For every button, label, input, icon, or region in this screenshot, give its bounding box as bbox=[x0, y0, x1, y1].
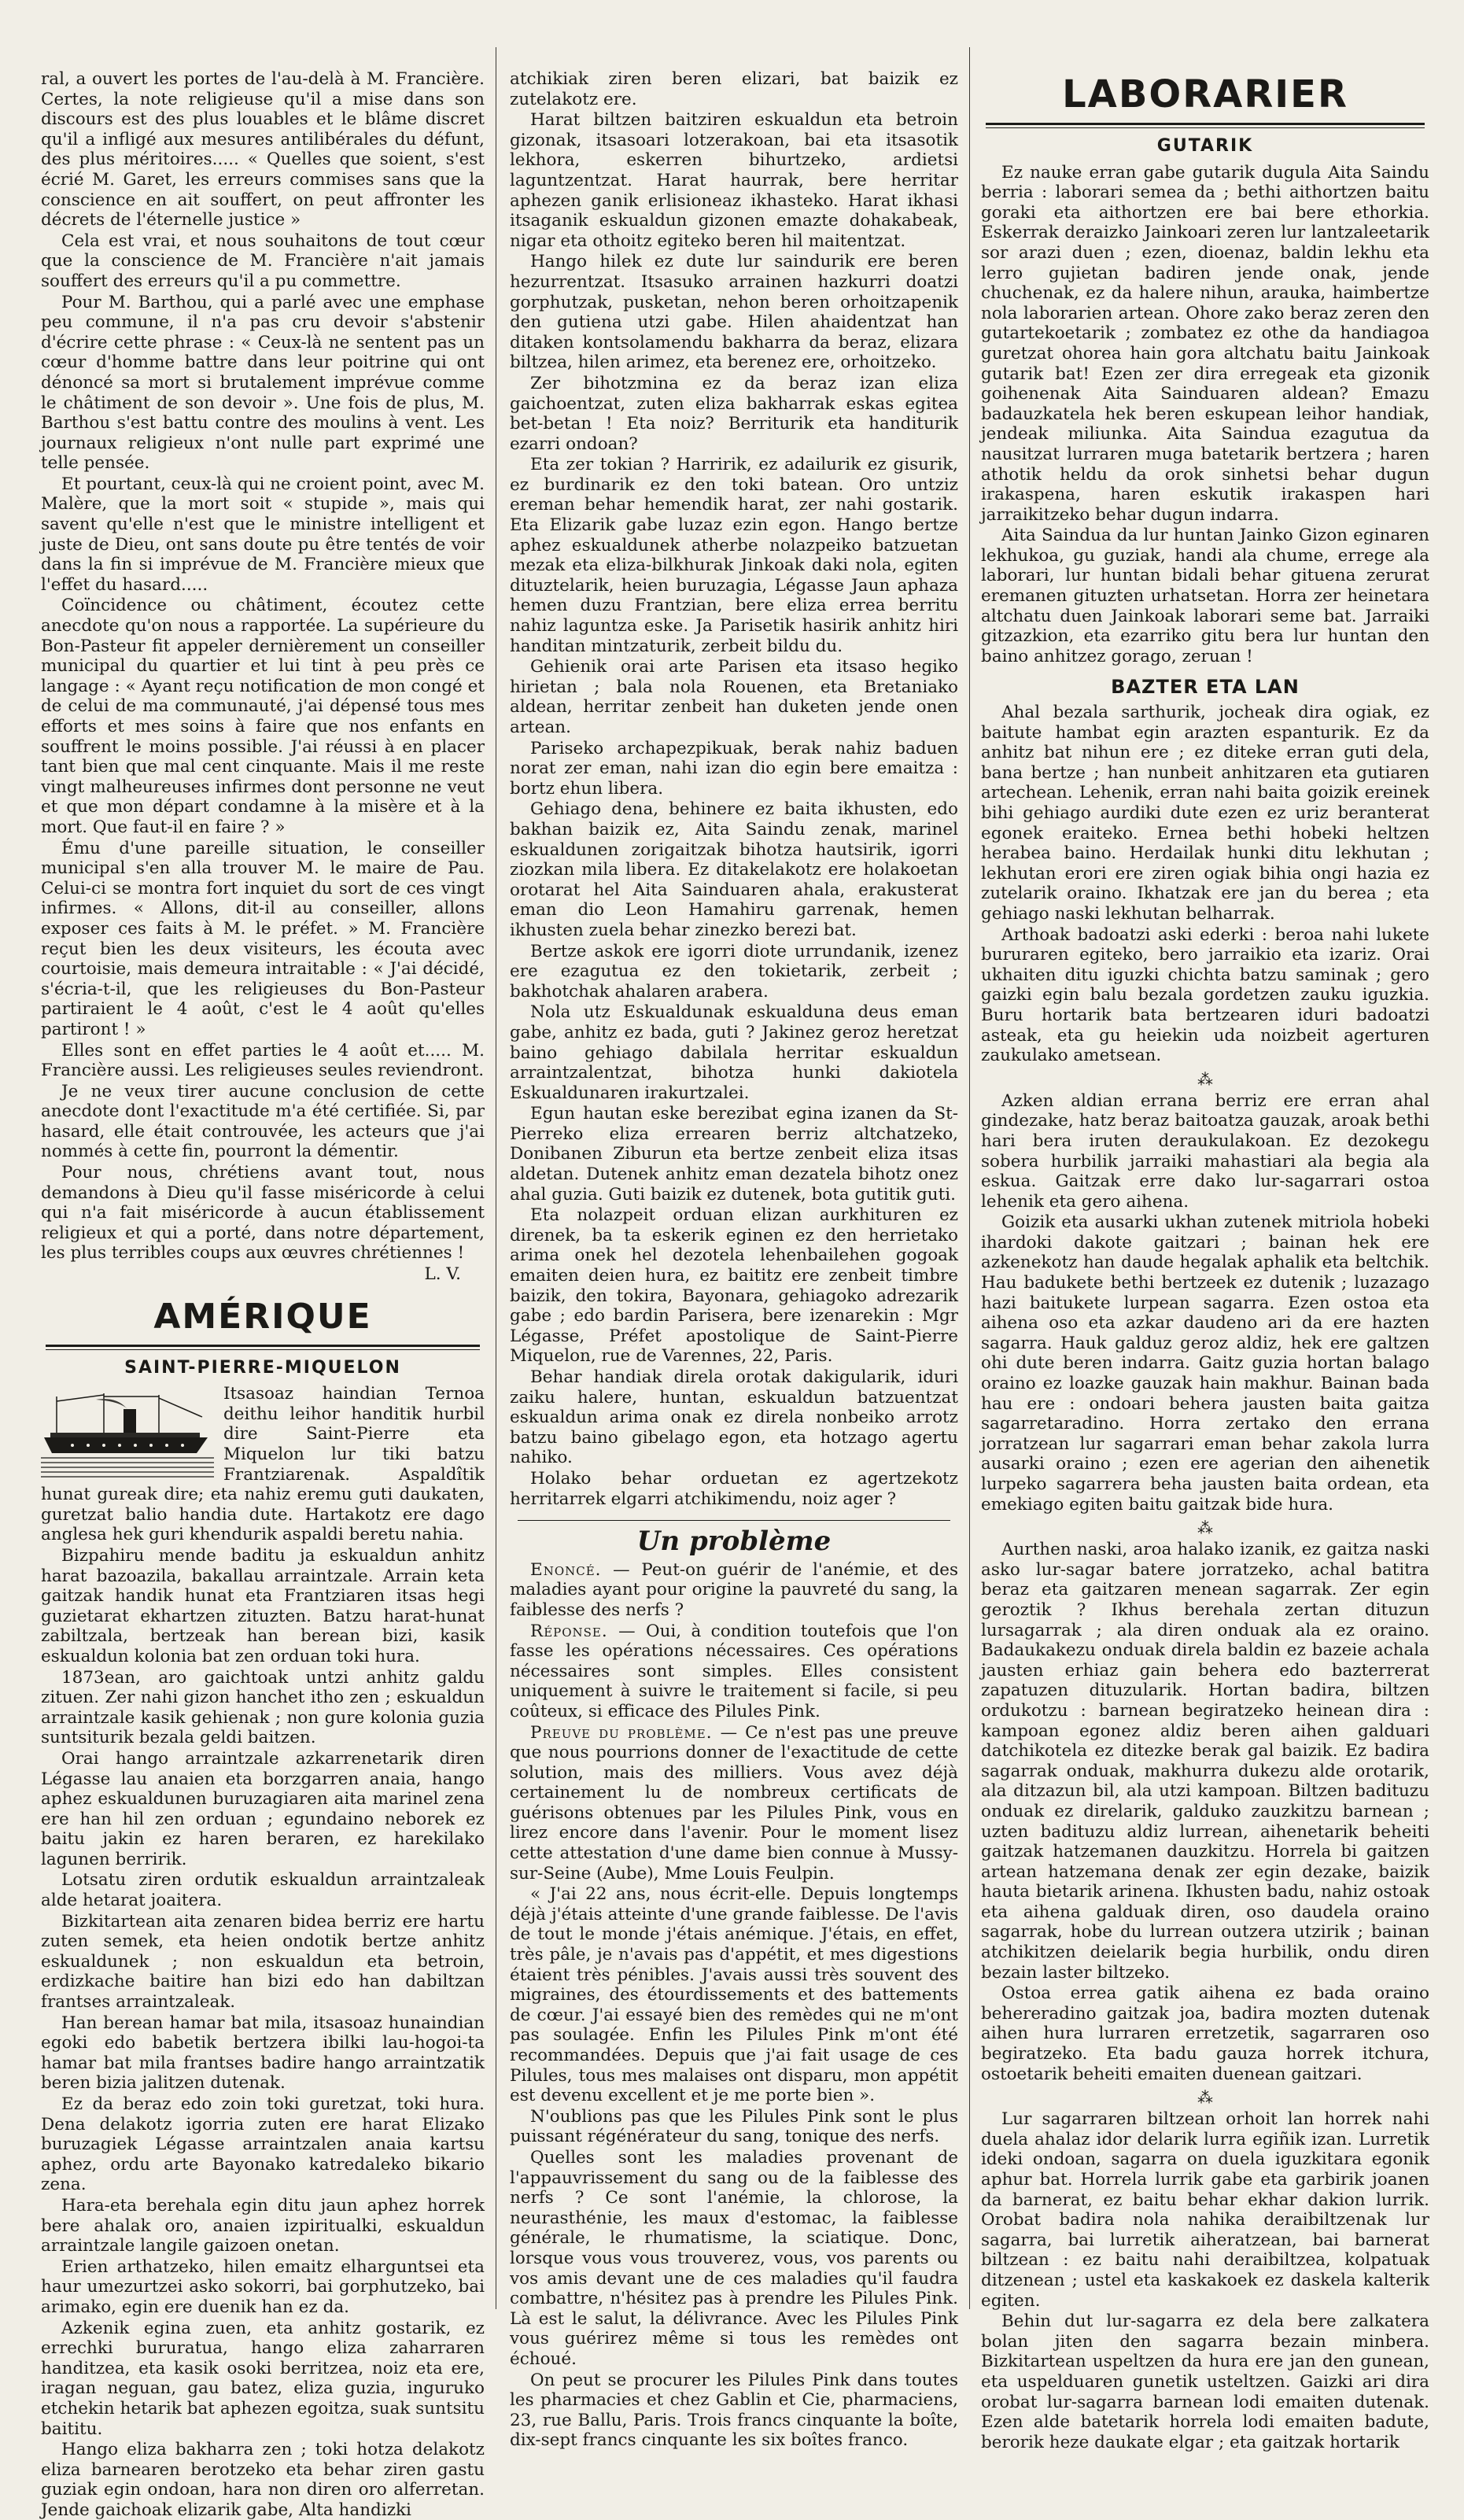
article-paragraph: Elles sont en effet parties le 4 août et..... M. Francière aussi. Les religieuses seules reviendront. bbox=[41, 1040, 485, 1081]
article-paragraph: Holako behar orduetan ez agertzekotz herritarrek elgarri atchikimendu, noiz ager ? bbox=[510, 1468, 958, 1509]
article-paragraph: atchikiak ziren beren elizari, bat baizik ez zutelakotz ere. bbox=[510, 69, 958, 109]
paragraph-text: Oui, à condition toutefois que l'on fasse les opérations nécessaires. Ces opérations nécessaires sont simples. Elles consistent uniquement à suivre le traitement si facile, si peu coûteux, si efficace des Pilules Pink. bbox=[510, 1621, 959, 1721]
article-paragraph: Pour M. Barthou, qui a parlé avec une emphase peu commune, il n'a pas cru devoir s'abstenir d'écrire cette phrase : « Ceux-là ne sentent pas un cœur d'homme battre dans leur poitrine qui ont dénoncé sa mort si brutalement imprévue comme le châtiment de son devoir ». Une fois de plus, M. Barthou s'est battu contre des moulins à vent. Les journaux religieux n'ont nulle part exprimé une telle pensée. bbox=[41, 292, 485, 474]
article-paragraph: Azkenik egina zuen, eta anhitz gostarik, ez errechki bururatua, hango eliza zaharraren handitzea, eta kasik osoki berritzea, noiz eta ere, iragan neguan, gau batez, eliza guzia, inguruko etchekin hetarik bat aphezen egoitza, suak suntsitu baititu. bbox=[41, 2318, 485, 2439]
article-paragraph: Bertze askok ere igorri diote urrundanik, izenez ere ezagutua ez den tokietarik, zerbeit ; bakhotchak ahalaren arabera. bbox=[510, 941, 958, 1002]
article-paragraph: Eta nolazpeit orduan elizan aurkhituren ez direnek, ba ta eskerik eginen ez den herrietako arima onek hel dezotela lehenbailehen gogoak emaiten deien hura, ez baititz ere zenbeit timbre baizik, den tokira, Bayonara, gehiagoko adrezarik gabe ; edo bardin Parisera, bere izenarekin : Mgr Légasse, Préfet apostolique de Saint-Pierre Miquelon, rue de Varennes, 22, Paris. bbox=[510, 1205, 958, 1367]
article-paragraph: Orai hango arraintzale azkarrenetarik diren Légasse lau anaien eta borzgarren anaia, hango aphez eskualdunen buruzagiaren aita marinel zena ere han hil zen orduan ; egundaino neborek ez baitu jakin ez haren beraren, ez harekilako lagunen berririk. bbox=[41, 1748, 485, 1869]
article-paragraph: Zer bihotzmina ez da beraz izan eliza gaichoentzat, zuten eliza bakharrak eskas egitea bet-betan ! Eta noiz? Berriturik eta handiturik ezarri ondoan? bbox=[510, 373, 958, 454]
heading-rule bbox=[986, 123, 1425, 128]
article-paragraph: Hara-eta berehala egin ditu jaun aphez horrek bere ahalak oro, anaien izpiritualki, eskualdun arraintzale langile gaizoen onetan. bbox=[41, 2195, 485, 2256]
problem-paragraph bbox=[510, 1560, 958, 1621]
heading-rule bbox=[46, 1345, 480, 1350]
article-paragraph: Hango eliza bakharra zen ; toki hotza delakotz eliza barnearen berotzeko eta behar ziren gastu guziak egin ondoan, hara non diren oro alferretan. Jende gaichoak elizarik gabe, Alta handizki bbox=[41, 2440, 485, 2520]
problem-paragraph bbox=[510, 2107, 958, 2147]
asterism-divider-icon: ⁂ bbox=[1197, 2088, 1213, 2108]
article-paragraph: Cela est vrai, et nous souhaitons de tout cœur que la conscience de M. Francière n'ait jamais souffert des erreurs qu'il a pu commettre. bbox=[41, 231, 485, 291]
article-paragraph: Ez da beraz edo zoin toki guretzat, toki hura. Dena delakotz igorria zuten ere harat Elizako buruzagiek Légasse arraintzalen anaia kartsu aphez, ordu arte Bayonako katredaleko bikario zena. bbox=[41, 2094, 485, 2195]
problem-heading: Un problème bbox=[636, 1526, 832, 1558]
column-2 bbox=[510, 69, 959, 2451]
article-paragraph: Pariseko archapezpikuak, berak nahiz baduen norat zer eman, nahi izan dio egin bere emaitza : bortz ehun libera. bbox=[510, 738, 958, 799]
article-paragraph: Aita Saindua da lur huntan Jainko Gizon eginaren lekhukoa, gu guziak, handi ala chume, errege ala laborari, lur huntan bidali behar gituena zerurat eremanen gituzten urhatsetan. Horra zer heinetara altchatu duen Jainkoak laborari seme bat. Jarraiki gitzazkion, eta ezarriko gitu bera lur huntan den baino anhitzez gorago, zeruan ! bbox=[981, 526, 1429, 666]
paragraph-text: N'oublions pas que les Pilules Pink sont le plus puissant régénérateur du sang, tonique des nerfs. bbox=[510, 2106, 958, 2147]
paragraph-lead: Réponse. — bbox=[530, 1621, 636, 1641]
amerique-heading: AMÉRIQUE bbox=[153, 1296, 372, 1337]
paragraph-text: « J'ai 22 ans, nous écrit-elle. Depuis longtemps déjà j'étais atteinte d'une grande faiblesse. De l'avis de tout le monde j'étais anémique. J'étais, en effet, très pâle, je n'avais pas d'appétit, et mes digestions étaient très pénibles. J'avais aussi très souvent des migraines, des étourdissements et des battements de cœur. J'ai essayé bien des remèdes qui ne m'ont pas soulagée. Enfin les Pilules Pink m'ont été recommandées. Depuis que j'ai fait usage de ces Pilules, tous mes malaises ont disparu, mon appétit est devenu excellent et je me porte bien ». bbox=[510, 1884, 958, 2106]
problem-paragraph bbox=[510, 2148, 958, 2370]
article-paragraph: Behin dut lur-sagarra ez dela bere zalkatera bolan jiten den sagarra bezain minbera. Bizkitartean uspeltzen da hura ere jan den gunean, eta uspelduaren gunetik usteltzen. Gaizki ari dira orobat lur-sagarra barnean lodi emaiten dutenak. Ezen alde batetarik horrela lodi emaiten badute, berorik heze daukate elgar ; eta gaitzak hortarik bbox=[981, 2312, 1429, 2452]
article-paragraph: Je ne veux tirer aucune conclusion de cette anecdote dont l'exactitude m'a été certifiée. Si, par hasard, elle était controuvée, les acteurs que j'ai nommés à cette fin, pourront la démentir. bbox=[41, 1081, 485, 1162]
article-paragraph: Azken aldian errana berriz ere erran ahal gindezake, hatz beraz baitoatza gauzak, aroak bethi hari bera iruten deraukulakoan. Ez dezokegu sobera hurbilik jarraiki mahastiari ala begia ala eskua. Gaitzak erre dako lur-sagarrari ostoa lehenik eta gero aihena. bbox=[981, 1090, 1429, 1212]
article-paragraph: Coïncidence ou châtiment, écoutez cette anecdote qu'on nous a rapportée. La supérieure du Bon-Pasteur fit appeler dernièrement un conseiller municipal du quartier et lui tint à peu près ce langage : « Ayant reçu notification de mon congé et de celui de ma communauté, j'ai dépensé tous mes efforts et mes soins à faire que nos enfants en souffrent le moins possible. J'ai réussi à en placer tant bien que mal cent cinquante. Mais il me reste vingt malheureuses infirmes dont personne ne veut et que mon départ condamne à la misère et à la mort. Que faut-il en faire ? » bbox=[41, 596, 485, 837]
problem-paragraph bbox=[510, 1622, 958, 1722]
paragraph-text: Ce n'est pas une preuve que nous pourrions donner de l'exactitude de cette solution, mais des milliers. Vous avez déjà certainement lu de nombreux certificats de guérisons obtenues par les Pilules Pink, vous en lirez encore dans l'avenir. Pour le moment lisez cette attestation d'une dame bien connue à Mussy-sur-Seine (Aube), Mme Louis Feulpin. bbox=[510, 1722, 958, 1884]
article-paragraph: 1873ean, aro gaichtoak untzi anhitz galdu zituen. Zer nahi gizon hanchet itho zen ; eskualdun arraintzale kasik gehienak ; non gure kolonia guzia suntsiturik bezala geldi baitzen. bbox=[41, 1667, 485, 1748]
article-signature: L. V. bbox=[424, 1264, 461, 1285]
column-rule-2 bbox=[969, 47, 970, 2309]
article-paragraph: ral, a ouvert les portes de l'au-delà à M. Francière. Certes, la note religieuse qu'il a mise dans son discours est des plus louables et le blâme discret qu'il a infligé aux mesures antilibérales du défunt, des plus méritoires..... « Quelles que soient, s'est écrié M. Garet, les erreurs commises sans que la conscience en ait souffert, on peut affronter les décrets de l'éternelle justice » bbox=[41, 69, 485, 231]
article-paragraph: Ez nauke erran gabe gutarik dugula Aita Saindu berria : laborari semea da ; bethi aithortzen baitu goraki eta aithortzen ere bai bere ethorkia. Eskerrak deraizko Jainkoari zeren lur lantzaleetarik sor arazi duen ; ezen, dioenaz, baldin lekhu eta lerro gujietan badiren jende onak, jende chuchenak, ez da halere nihun, arauka, haimbertze nola laborarien artean. Ohore zako beraz zeren den gutartekoetarik ; zombatez ez othe da handiagoa guretzat ohorea hain gora altchatu baitu Jainkoak gutarik bat! Ezen zer dira erregeak eta gizonik goihenenak Aita Sainduaren aldean? Emazu badauzkatela hek beren eskupean leihor handiak, jendeak miliunka. Aita Saindua ezagutua da nausitzat lurraren muga batetarik bertzera ; haren athotik heldu da orok sinhetsi behar dugun irakaspena, haren eskutik irakaspen hari jarraikitzeko behar dugun indarra. bbox=[981, 162, 1429, 525]
article-paragraph: Behar handiak direla orotak dakigularik, iduri zaiku halere, huntan, eskualdun batzuentzat eskualdun arima onak ez direla nonbeiko arrotz batzu baino gibelago egon, eta hotzago agertu nahiko. bbox=[510, 1367, 958, 1468]
article-paragraph: Et pourtant, ceux-là qui ne croient point, avec M. Malère, que la mort soit « stupide », mais qui savent qu'elle n'est que le ministre intelligent et juste de Dieu, ont sans doute pu être tentés de voir dans la fin si imprévue de M. Francière mieux que l'effet du hasard..... bbox=[41, 474, 485, 595]
paragraph-text: On peut se procurer les Pilules Pink dans toutes les pharmacies et chez Gablin et Cie, pharmaciens, 23, rue Ballu, Paris. Trois francs cinquante la boîte, dix-sept francs cinquante les six boîtes franco. bbox=[510, 2370, 958, 2451]
article-paragraph: Ému d'une pareille situation, le conseiller municipal s'en alla trouver M. le maire de Pau. Celui-ci se montra fort inquiet du sort de ces vingt infirmes. « Allons, dit-il au conseiller, allons exposer ces faits à M. le préfet. » M. Francière reçut bien les deux visiteurs, les écouta avec courtoisie, mais demeura intraitable : « J'ai décidé, s'écria-t-il, que les religieuses du Bon-Pasteur partiraient le 4 août, c'est le 4 août qu'elles partiront ! » bbox=[41, 838, 485, 1039]
steamship-icon bbox=[41, 1385, 214, 1478]
asterism-divider-icon: ⁂ bbox=[1197, 1069, 1213, 1089]
article-paragraph: Erien arthatzeko, hilen emaitz elharguntsei eta haur umezurtzei asko sokorri, bai gorphutzeko, bai arimako, egin ere duenik han ez da. bbox=[41, 2256, 485, 2317]
article-paragraph: Itsasoaz haindian Ternoa deithu leihor handitik hurbil dire Saint-Pierre eta Miquelon lur tiki batzu Frantziarenak. Aspaldîtik hunat gureak dire; eta nahiz eremu guti daukaten, guretzat balio handia dute. Hartakotz ere dago anglesa hek guri khendurik aspaldi beretu nahia. bbox=[41, 1384, 485, 1545]
paragraph-text: Peut-on guérir de l'anémie, et des maladies ayant pour origine la pauvreté du sang, la faiblesse des nerfs ? bbox=[510, 1559, 958, 1620]
section-divider bbox=[518, 1520, 950, 1521]
bazter-eta-lan-subheading: BAZTER ETA LAN bbox=[1111, 676, 1300, 699]
column-3 bbox=[981, 69, 1429, 2452]
article-paragraph: Gehiago dena, behinere ez baita ikhusten, edo bakhan baizik ez, Aita Saindu zenak, marinel eskualdunen zorigaitzak bihotza hautsirik, igorri ziozkan mila libera. Ez ditakelakotz ere holakoetan orotarat hel Aita Sainduaren ahala, erakusterat eman dio Leon Hamahiru garrenak, hemen ikhusten zuela behar zinezko berezi bat. bbox=[510, 799, 958, 940]
article-paragraph: Bizkitartean aita zenaren bidea berriz ere hartu zuten semek, eta heien ondotik bertze anhitz eskualdunek ; non eskualdun eta betroin, erdizkache baitire han bizi edo han dabiltzan frantses arraintzaleak. bbox=[41, 1911, 485, 2013]
article-paragraph: Arthoak badoatzi aski ederki : beroa nahi lukete bururaren egiteko, bero jarraikio eta izariz. Orai ukhaiten ditu iguzki chichta batzu saminak ; gero gaizki egin balu bezala gordetzen zauku iguzkia. Buru hortarik bata bertzearen iduri badoatzi asteak, eta gu heiekin uda noizbeit agerturen zaukulako ametsean. bbox=[981, 924, 1429, 1066]
saint-pierre-subheading: SAINT-PIERRE-MIQUELON bbox=[124, 1357, 401, 1378]
article-paragraph: Han berean hamar bat mila, itsasoaz hunaindian egoki edo babetik bertzera ibilki lau-hogoi-ta hamar bat mila frantses badire hango arraintzatik beren bizia jalitzen dutenak. bbox=[41, 2013, 485, 2094]
problem-paragraph bbox=[510, 2371, 958, 2451]
problem-paragraph bbox=[510, 1884, 958, 2106]
gutarik-subheading: GUTARIK bbox=[1156, 136, 1254, 156]
steamship-illustration bbox=[41, 1385, 214, 1478]
article-paragraph: Bizpahiru mende baditu ja eskualdun anhitz harat bazoazila, bakallau arraintzale. Arrain keta gaitzak handik hunat eta Frantziaren itsas hegi guzietarat ekhartzen zituzten. Batzu harat-hunat zabiltzala, bertzeak han berean bizi, kasik eskualdun kolonia bat zen orduan toki hura. bbox=[41, 1545, 485, 1666]
article-paragraph: Ahal bezala sarthurik, jocheak dira ogiak, ez baitute hambat egin arazten espanturik. Ez da anhitz bat nihun ere ; ez diteke erran guti dela, bana bertze ; han nunbeit anhitzaren eta gutiaren artechean. Lehenik, erran nahi baita goizik ereinek bihi gehiago aurdiki dute ezen ez uriz beranterat egonek eraiteko. Ernea bethi hobeki heltzen herabea baino. Herdailak hunki ditu lekhutan ; lekhutan erori ere ziren ogiak bihia ongi hazia ez zutelarik oraino. Ikhatzak ere jan du berea ; eta gehiago naski lekhutan belharrak. bbox=[981, 703, 1429, 924]
paragraph-text: Quelles sont les maladies provenant de l'appauvrissement du sang ou de la faiblesse des nerfs ? Ce sont l'anémie, la chlorose, la neurasthénie, les maux d'estomac, la faiblesse générale, le rhumatisme, la sciatique. Donc, lorsque vous vous trouverez, vous, vos parents ou vos amis devant une de ces maladies qu'il faudra combattre, n'hésitez pas à prendre les Pilules Pink. Là est le salut, la délivrance. Avec les Pilules Pink vous guérirez même si tous les remèdes ont échoué. bbox=[510, 2147, 958, 2369]
paragraph-lead: Preuve du problème. — bbox=[530, 1722, 739, 1743]
asterism-divider-icon: ⁂ bbox=[1197, 1518, 1213, 1538]
article-paragraph: Lotsatu ziren ordutik eskualdun arraintzaleak alde hetarat joaitera. bbox=[41, 1870, 485, 1911]
article-paragraph: Egun hautan eske berezibat egina izanen da St-Pierreko eliza errearen berriz altchatzeko, Donibanen Ziburun eta bertze zenbeit eliza itsas aldetan. Dutenek anhitz eman dezatela bihotz onez ahal guzia. Guti baizik ez dutenek, bota gutitik guti. bbox=[510, 1104, 958, 1205]
article-paragraph: Eta zer tokian ? Harririk, ez adailurik ez gisurik, ez burdinarik ez den toki batean. Oro untziz ereman behar hemendik harat, zer nahi gostarik. Eta Elizarik gabe luzaz ezin egon. Hango bertze aphez eskualdunek atherbe nolazpeiko batzuetan mezak eta eliza-bilkhurak Jinkoak daki nola, egiten dituztelarik, heien buruzagia, Légasse Jaun aphaza hemen duzu Frantzian, bere eliza errea berritu nahiz laguntza eske. Ja Parisetik hasirik anhitz hiri handitan mintzaturik, zerbeit bildu du. bbox=[510, 455, 958, 656]
article-paragraph: Goizik eta ausarki ukhan zutenek mitriola hobeki ihardoki dakote gaitzari ; bainan hek ere azkenekotz han daude hegalak aphalik eta beltchik. Hau badukete bethi bertzeek ez dutenik ; luzazago hazi baitukete lurpean sagarra. Ezen ostoa eta aihena oso eta azkar daudeno ari da ere hazten sagarra. Hauk galduz geroz aldiz, hek ere galtzen ohi dute beren indarra. Gaitz guzia hortan balago oraino ez loazke gauzak hain makhur. Bainan bada hau ere : ondoari behera jausten baita gaitza sagarretaradino. Horra zertako den errana jorratzean lur sagarrari eman behar zakola lurra ausarki oraino ; ezen ere agerian den aihenetik lurpeko sagarrera beha jausten baita ordean, eta emekiago egiten baitu gaitzak bide hura. bbox=[981, 1212, 1429, 1515]
column-1 bbox=[41, 69, 485, 2520]
article-paragraph: Pour nous, chrétiens avant tout, nous demandons à Dieu qu'il fasse miséricorde à celui qui n'a fait miséricorde à aucun établissement religieux et qui a porté, dans notre département, les plus terribles coups aux œuvres chrétiennes ! bbox=[41, 1163, 485, 1264]
article-paragraph: Hango hilek ez dute lur saindurik ere beren hezurrentzat. Itsasuko arrainen hazkurri doatzi gorphutzak, pusketan, nehon beren orhoitzapenik den gutiena utzi gabe. Hilen ahaidentzat han ditaken kontsolamendu bakharra da beraz, elizara biltzea, hilen arimez, eta berenez ere, orhoitzeko. bbox=[510, 252, 958, 373]
article-paragraph: Harat biltzen baitziren eskualdun eta betroin gizonak, itsasoari lotzerakoan, bai eta itsasotik lekhora, eskerren bihurtzeko, ardietsi laguntzentzat. Harat haurrak, bere herritar aphezen ganik erlisioneaz ikhasteko. Harat ikhasi itsaganik eskualdun gizonen emazte dohakabeak, nigar eta othoitz egiteko beren hil maitentzat. bbox=[510, 110, 958, 251]
paragraph-lead: Enoncé. — bbox=[530, 1559, 631, 1580]
article-paragraph: Aurthen naski, aroa halako izanik, ez gaitza naski asko lur-sagar batere jorratzeko, achal batitra beraz eta gaitzaren menean sagarrak. Zer egin geroztik ? Ikhus berehala zertan dituzun lursagarrak ; ala diren onduak ala ez oraino. Badaukakezu onduak direla baldin ez bazeie achala jausten erhiaz gain behera edo bazterrerat zapatuzen dituzularik. Hortan badira, biltzen ordukotzu : barnean begiratzeko heinean dira : kampoan egonez aldiz beren aihen galduari datchikotela ez ditezke berak gal baizik. Ez badira sagarrak onduak, makhurra dukezu alde orotarik, ala ditzazun bil, ala utzi kampoan. Biltzen badituzu onduak ez direlarik, galduko zauzkitzu barnean ; uzten badituzu aldiz lurrean, aihenetarik beheiti gaitzak hatzemanen dauzkitzu. Horrela bi gaitzen artean hatzemana denak zer egin dezake, baizik hauta bietarik arinena. Ikhusten badu, nahiz ostoak eta aihena galduak diren, oso daudela oraino sagarrak, hobe du lurrean outzera utzirik ; bainan atchikitzen deielarik begia hurbilik, ondu diren bezain laster biltzeko. bbox=[981, 1540, 1429, 1983]
article-paragraph: Gehienik orai arte Parisen eta itsaso hegiko hirietan ; bala nola Rouenen, eta Bretaniako aldean, herritar zenbeit han duketen jende onen artean. bbox=[510, 657, 958, 737]
problem-paragraph bbox=[510, 1723, 958, 1884]
article-paragraph: Lur sagarraren biltzean orhoit lan horrek nahi duela ahalaz idor delarik lurra egiñik izan. Lurretik ideki ondoan, sagarra on duela iguzkitara egonik aphur bat. Horrela lurrik gabe eta garbirik joanen da barnerat, ez baitu behar ekhar dakion lurrik. Orobat badira nola nahika deraibiltzenak lur sagarra, bai lurretik aiheratzean, bai barnerat biltzean : ez baitu nahi deraibiltzea, kolpatuak ditzenean ; ustel eta kaskakoek ez daskela kalterik egiten. bbox=[981, 2109, 1429, 2311]
article-paragraph: Nola utz Eskualdunak eskualduna deus eman gabe, anhitz ez bada, guti ? Jakinez geroz heretzat baino gehiago dabilala herritar eskualdun arraintzalentzat, bihotza hunki dakiotela Eskualdunaren irakurtzalei. bbox=[510, 1002, 958, 1103]
article-paragraph: Ostoa errea gatik aihena ez bada oraino behereradino gaitzak joa, badira mozten dutenak aihen hura lurraren erretzetik, sagarraren oso begiratzeko. Eta badu gauza horrek itchura, ostoetarik beheiti emaiten duenean gaitzari. bbox=[981, 1983, 1429, 2084]
laborarier-heading: LABORARIER bbox=[1062, 72, 1348, 116]
